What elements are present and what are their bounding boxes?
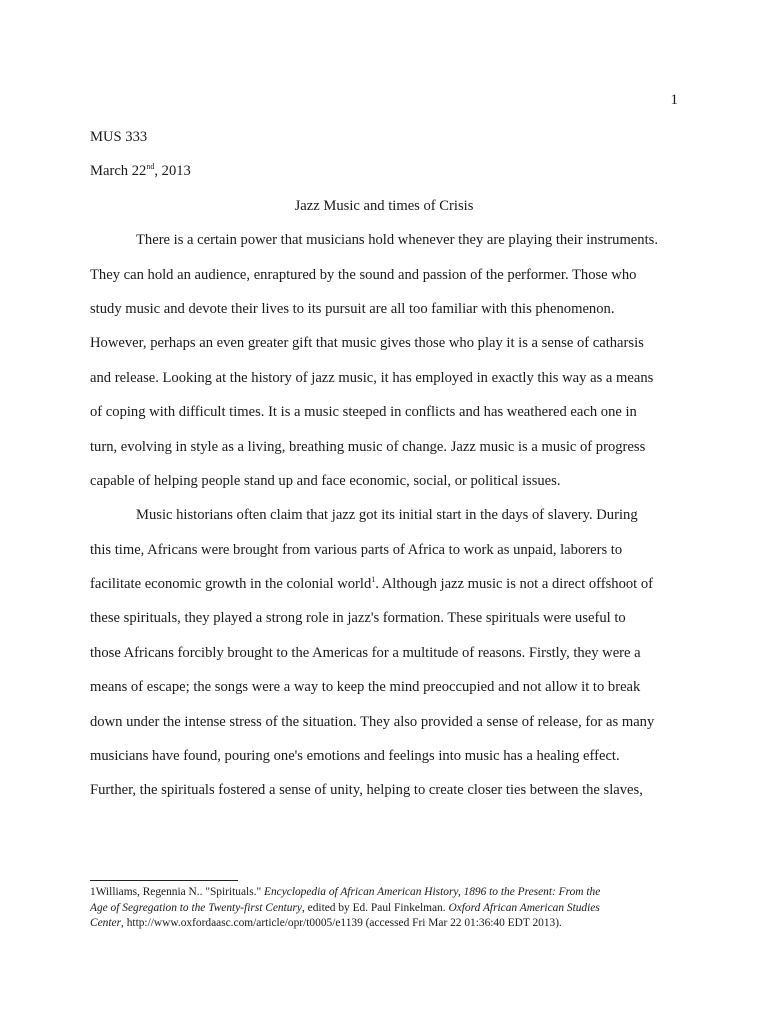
paragraph-line: study music and devote their lives to its pursuit are all too familiar with this phenomenon. [90,300,615,317]
page-number: 1 [670,92,678,108]
paragraph-line: of coping with difficult times. It is a music steeped in conflicts and has weathered each one in [90,404,637,421]
footnote-line [90,901,680,917]
paragraph-line: There is a certain power that musicians hold whenever they are playing their instruments. [136,232,658,249]
paragraph-line: means of escape; the songs were a way to keep the mind preoccupied and not allow it to break [90,679,641,696]
paragraph-2 [90,505,678,815]
paragraph-line: They can hold an audience, enraptured by the sound and passion of the performer. Those who [90,266,637,283]
paragraph-line: Further, the spirituals fostered a sense of unity, helping to create closer ties between the slaves, [90,782,643,799]
paragraph-line: capable of helping people stand up and face economic, social, or political issues. [90,472,561,489]
footnote-publisher: Center [90,917,122,929]
course-code: MUS 333 [90,129,148,145]
paragraph-line: turn, evolving in style as a living, breathing music of change. Jazz music is a music of progress [90,438,646,455]
paragraph-line: this time, Africans were brought from various parts of Africa to work as unpaid, laborers to [90,541,623,558]
footnote-text: , http://www.oxfordaasc.com/article/opr/t0005/e1139 (accessed Fri Mar 22 01:36:40 EDT 2013). [121,917,562,929]
footnote-publisher: Oxford African American Studies [448,901,600,914]
footnote-line [90,916,680,932]
footnote-separator [90,880,238,881]
footnote-source-title: Encyclopedia of African American History, 1896 to the Present: From the [264,886,601,898]
footnote-text: 1Williams, Regennia N.. "Spirituals." [90,886,264,898]
document-date [90,161,678,195]
footnote-source-title: Age of Segregation to the Twenty-first Century [90,901,302,914]
paragraph-line: these spirituals, they played a strong role in jazz's formation. These spirituals were useful to [90,610,626,627]
paragraph-line: those Africans forcibly brought to the Americas for a multitude of reasons. Firstly, they were a [90,644,641,661]
date-ordinal-suffix: nd [146,162,155,172]
document-body [90,127,678,815]
paragraph-line: and release. Looking at the history of jazz music, it has employed in exactly this way as a means [90,369,654,386]
footnote [90,885,680,932]
paragraph-1 [90,230,678,505]
paragraph-text: . Although jazz music is not a direct offshoot of [375,576,654,593]
document-title: Jazz Music and times of Crisis [294,197,474,214]
footnote-reference: 1 [371,575,376,585]
paragraph-line: However, perhaps an even greater gift that music gives those who play it is a sense of catharsis [90,335,644,352]
footnote-text: , edited by Ed. Paul Finkelman. [301,901,449,914]
date-month-day: March 22 [90,163,147,180]
paragraph-text: facilitate economic growth in the colonial world [90,576,372,593]
footnote-line [90,885,680,901]
paragraph-line: musicians have found, pouring one's emotions and feelings into music has a healing effect. [90,748,620,765]
paragraph-line: down under the intense stress of the situation. They also provided a sense of release, for as many [90,713,655,730]
date-year: , 2013 [154,163,191,180]
paragraph-line [90,574,678,608]
paragraph-line: Music historians often claim that jazz got its initial start in the days of slavery. During [136,507,638,524]
